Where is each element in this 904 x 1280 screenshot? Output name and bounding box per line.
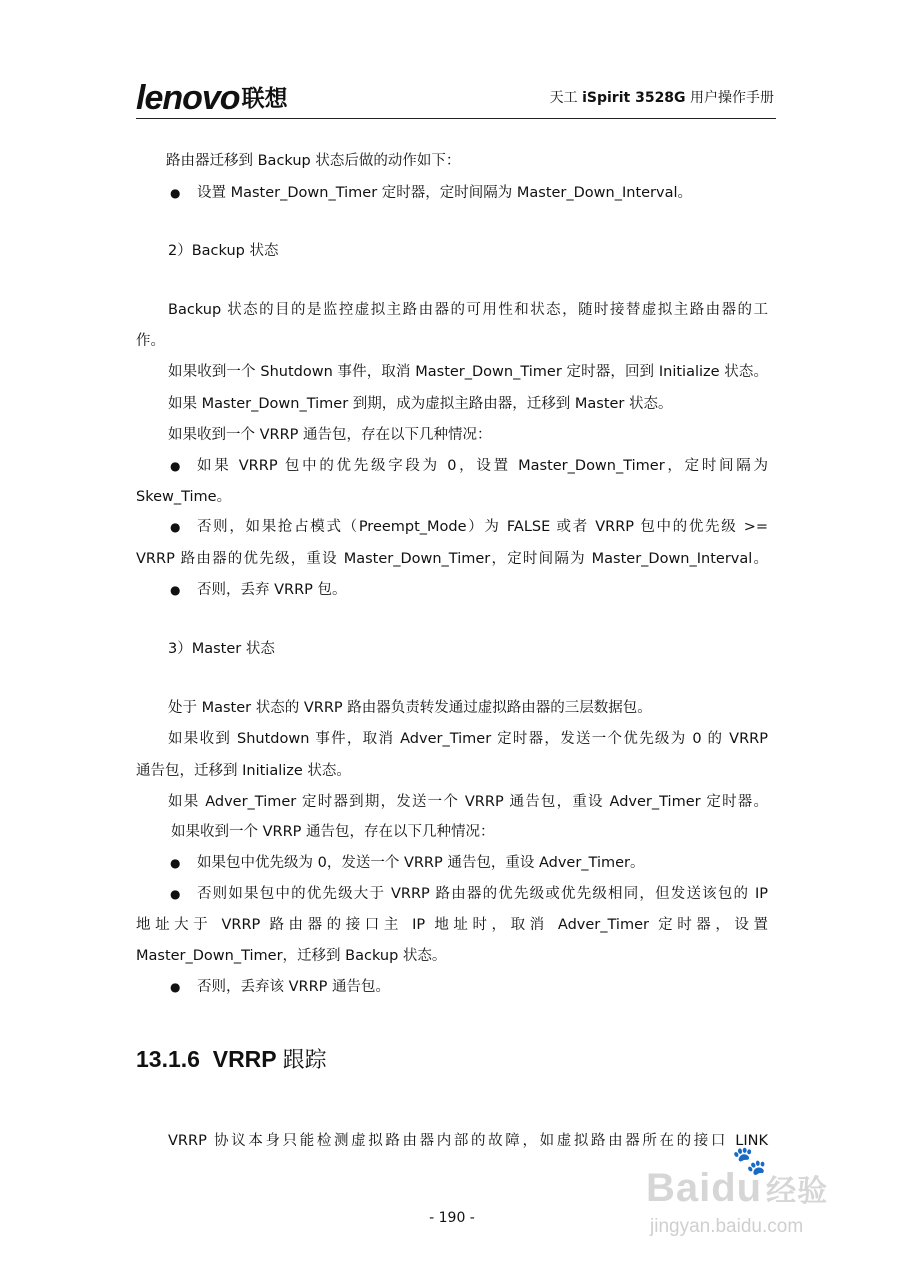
- paragraph: 如果收到一个 VRRP 通告包，存在以下几种情况：: [168, 427, 492, 443]
- paragraph: Backup 状态的目的是监控虚拟主路由器的可用性和状态，随时接替虚拟主路由器的工: [168, 302, 768, 318]
- bullet-item: ● 设置 Master_Down_Timer 定时器，定时间隔为 Master_Down_Interval。: [197, 183, 692, 203]
- watermark-url: jingyan.baidu.com: [650, 1216, 804, 1237]
- bullet-item: ● 否则，丢弃该 VRRP 通告包。: [197, 977, 390, 997]
- manual-title: [550, 87, 774, 107]
- bullet-item: ● 如果 VRRP 包中的优先级字段为 0，设置 Master_Down_Timer，定时间隔为: [197, 456, 768, 476]
- paragraph: 路由器迁移到 Backup 状态后做的动作如下：: [166, 153, 461, 169]
- paragraph: 如果 Master_Down_Timer 到期，成为虚拟主路由器，迁移到 Master 状态。: [168, 396, 673, 412]
- bullet-item: ● 否则，如果抢占模式（Preempt_Mode）为 FALSE 或者 VRRP 包中的优先级 >=: [197, 517, 768, 537]
- page-number: - 190 -: [429, 1210, 475, 1226]
- section-number: 13.1.6: [136, 1046, 200, 1072]
- paragraph: Skew_Time。: [136, 489, 232, 505]
- manual-suffix: 用户操作手册: [690, 90, 774, 106]
- paragraph: 如果收到 Shutdown 事件，取消 Adver_Timer 定时器，发送一个优先级为 0 的 VRRP: [168, 731, 768, 747]
- watermark-brand: [646, 1166, 828, 1211]
- subheading-backup: 2）Backup 状态: [168, 243, 279, 259]
- paw-icon: 🐾: [732, 1144, 767, 1177]
- bullet-item: ● 否则，丢弃 VRRP 包。: [197, 580, 347, 600]
- paragraph: 地址大于 VRRP 路由器的接口主 IP 地址时，取消 Adver_Timer 定时器，设置: [136, 917, 768, 933]
- paragraph: 作。: [136, 333, 165, 349]
- baidu-watermark: [640, 1140, 870, 1250]
- manual-prefix: 天工: [549, 90, 578, 106]
- paragraph: 处于 Master 状态的 VRRP 路由器负责转发通过虚拟路由器的三层数据包。: [168, 700, 652, 716]
- paragraph: VRRP 路由器的优先级，重设 Master_Down_Timer，定时间隔为 Master_Down_Interval。: [136, 551, 768, 567]
- paragraph: VRRP 协议本身只能检测虚拟路由器内部的故障，如虚拟路由器所在的接口 LINK: [168, 1133, 768, 1149]
- logo-chinese: 联想: [241, 86, 288, 112]
- manual-model: iSpirit 3528G: [582, 90, 686, 106]
- bullet-item: ● 如果包中优先级为 0，发送一个 VRRP 通告包，重设 Adver_Timer。: [197, 853, 645, 873]
- logo-wordmark: lenovo: [136, 79, 240, 117]
- subheading-master: 3）Master 状态: [168, 641, 275, 657]
- watermark-brand-text-2: du: [711, 1166, 763, 1210]
- paragraph: 如果 Adver_Timer 定时器到期，发送一个 VRRP 通告包，重设 Adver_Timer 定时器。: [168, 794, 768, 810]
- page-header: [136, 78, 776, 119]
- paragraph: Master_Down_Timer，迁移到 Backup 状态。: [136, 948, 447, 964]
- section-title-cn: 跟踪: [282, 1048, 327, 1073]
- watermark-brand-text: Bai: [646, 1166, 712, 1210]
- section-heading: [136, 1044, 327, 1076]
- watermark-brand-cn: 经验: [766, 1174, 829, 1209]
- bullet-item: ● 否则如果包中的优先级大于 VRRP 路由器的优先级或优先级相同，但发送该包的 IP: [197, 884, 768, 904]
- paragraph: 如果收到一个 Shutdown 事件，取消 Master_Down_Timer 定时器，回到 Initialize 状态。: [168, 364, 768, 380]
- lenovo-logo: [136, 79, 288, 117]
- section-title: VRRP: [212, 1046, 277, 1072]
- paragraph: 通告包，迁移到 Initialize 状态。: [136, 763, 351, 779]
- paragraph: 如果收到一个 VRRP 通告包，存在以下几种情况：: [171, 824, 495, 840]
